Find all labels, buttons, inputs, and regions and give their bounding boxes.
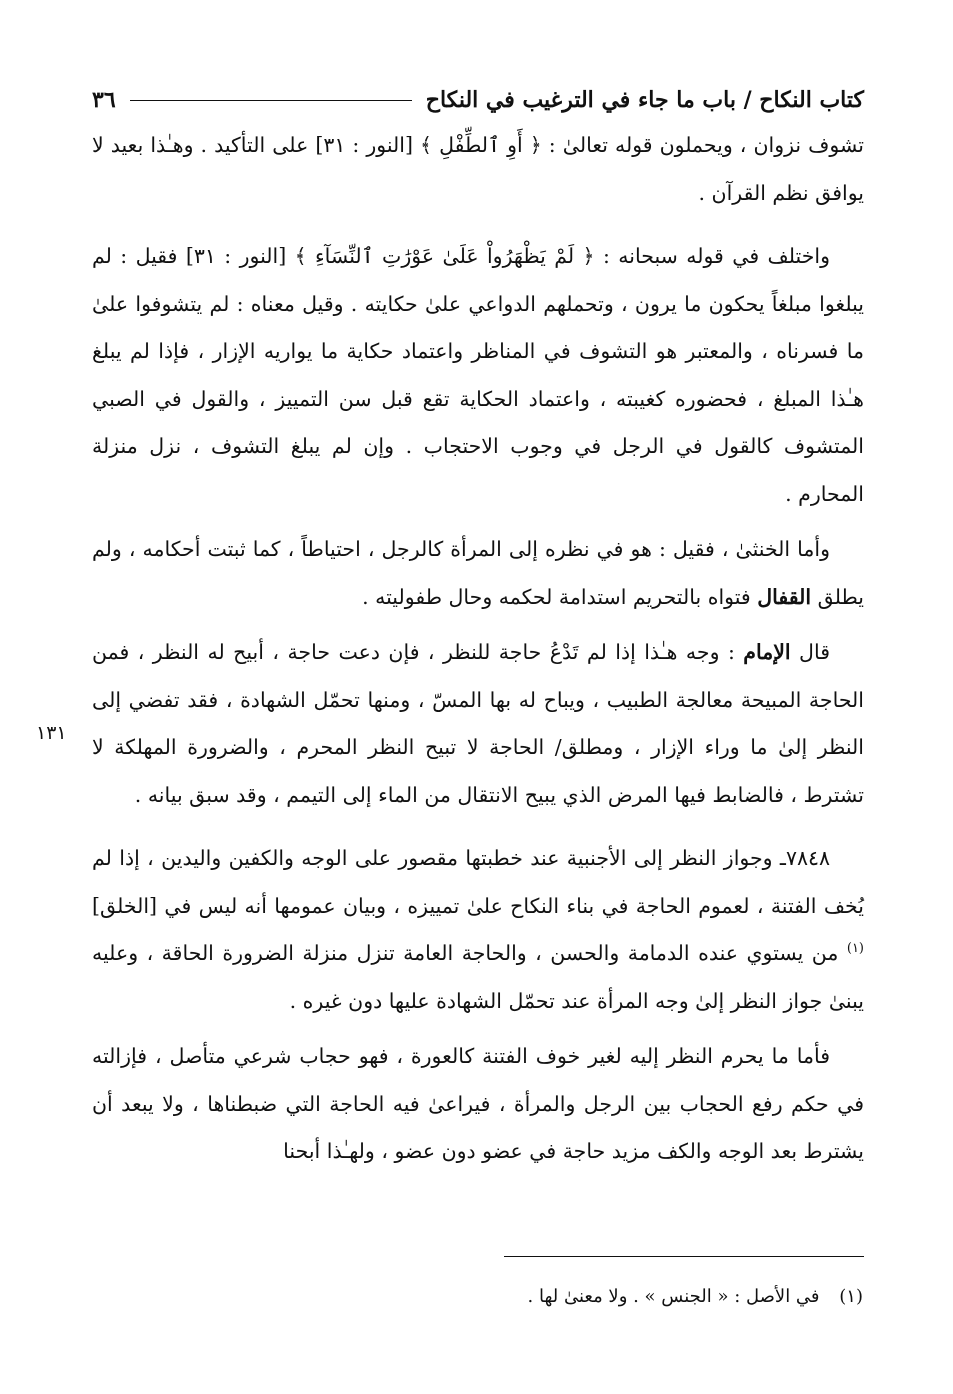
- footnote: [91, 1286, 863, 1307]
- paragraph-5: [92, 835, 864, 1025]
- paragraph-2: واختلف في قوله سبحانه : ﴿ لَمْ يَظْهَرُواْ عَلَىٰ عَوْرَٰتِ ٱلنِّسَآءِ ﴾ [النور : ٣١] فقيل : لم يبلغوا مبلغاً يحكون ما يرون ، وتحملهم الدواعي علىٰ حكايته . وقيل معناه : لم يتشوفوا علىٰ ما فسرناه ، والمعتبر هو التشوف في المناظر واعتماد حكاية ما يواريه الإزار ، فإذا لم يبلغ هـٰذا المبلغ ، فحضوره كغيبته ، واعتماد الحكاية تقع قبل سن التمييز ، والقول في الصبي المتشوف كالقول في الرجل في وجوب الاحتجاب . وإن لم يبلغ التشوف ، نزل منزلة المحارم .: [92, 244, 864, 506]
- header-title: كتاب النكاح / باب ما جاء في الترغيب في النكاح: [425, 87, 864, 113]
- margin-folio-number: ١٣١: [36, 722, 67, 744]
- paragraph-4: [92, 629, 864, 819]
- header-rule: [130, 100, 412, 101]
- paragraph-3-text-a: وأما الخنثىٰ ، فقيل : هو في نظره إلى المرأة كالرجل ، احتياطاً ، كما ثبتت أحكامه ، ولم يطلق: [92, 537, 864, 609]
- footnote-rule: [504, 1256, 864, 1257]
- paragraph-5-text-b: من يستوي عنده الدمامة والحسن ، والحاجة العامة تنزل منزلة الضرورة الحاقة ، وعليه يبنىٰ جواز النظر إلىٰ وجه المرأة عند تحمّل الشهادة عليها دون غيره .: [92, 941, 864, 1013]
- footnote-number: (١): [839, 1286, 863, 1307]
- footnote-text: في الأصل : « الجنس » . ولا معنىٰ لها .: [527, 1286, 820, 1307]
- paragraph-6: فأما ما يحرم النظر إليه لغير خوف الفتنة كالعورة ، فهو حجاب شرعي متأصل ، فإزالته في حكم رفع الحجاب بين الرجل والمرأة ، فيراعىٰ فيه الحاجة التي ضبطناها ، ولا يبعد أن يشترط بعد الوجه والكف مزيد حاجة في عضو دون عضو ، ولهـٰذا أبحنا: [92, 1044, 864, 1163]
- running-header: [92, 78, 864, 122]
- paragraph-4-text-a: قال: [790, 640, 830, 664]
- footnote-reference: (١): [846, 941, 864, 957]
- page-number: ٣٦: [92, 87, 116, 113]
- paragraph-4-name: الإمام: [743, 640, 791, 664]
- paragraph-1: تشوف نزوان ، ويحملون قوله تعالىٰ : ﴿ أَوِ ٱلطِّفْلِ ﴾ [النور : ٣١] على التأكيد . وهـٰذا بعيد لا يوافق نظم القرآن .: [92, 133, 864, 205]
- paragraph-3-name: القفال: [757, 584, 812, 609]
- paragraph-3-text-b: فتواه بالتحريم استدامة لحكمه وحال طفوليته .: [362, 584, 758, 609]
- paragraph-4-text-b: : وجه هـٰذا إذا لم تَدْعُ حاجة للنظر ، فإن دعت حاجة ، أبيح له النظر ، فمن الحاجة المبيحة معالجة الطبيب ، ويباح له بها المسّ ، ومنها تحمّل الشهادة ، فقد تفضي إلى النظر إلىٰ ما وراء الإزار ، ومطلق/ الحاجة لا تبيح النظر المحرم ، والضرورة المهلكة لا تشترط ، فالضابط فيها المرض الذي يبيح الانتقال من الماء إلى التيمم ، وقد سبق بيانه .: [92, 640, 864, 807]
- document-page: [92, 78, 864, 1368]
- paragraph-3: [92, 526, 864, 621]
- paragraph-5-text-a: ٧٨٤٨ـ وجواز النظر إلى الأجنبية عند خطبتها مقصور على الوجه والكفين واليدين ، إذا لم يُخف الفتنة ، لعموم الحاجة في بناء النكاح علىٰ تمييزه ، وبيان عمومها أنه ليس في [الخلق]: [92, 846, 864, 918]
